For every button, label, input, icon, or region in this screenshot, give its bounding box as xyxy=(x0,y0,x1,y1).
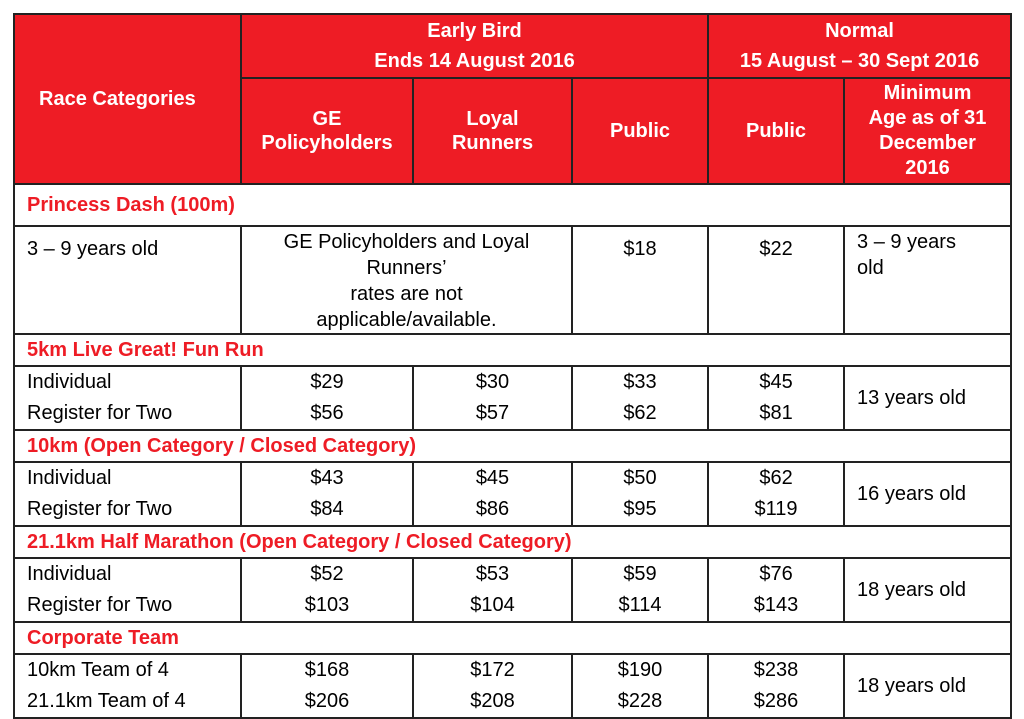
price-value: $168 xyxy=(304,659,350,681)
early-bird-title: Early Bird xyxy=(427,20,522,42)
price-public-normal: $22 xyxy=(708,226,844,334)
loyal-header-line2: Runners xyxy=(451,132,534,154)
price-value: $104 xyxy=(470,594,515,616)
section-title-princess-dash: Princess Dash (100m) xyxy=(14,184,1011,226)
min-age-value: 16 years old xyxy=(844,462,1011,526)
price-ge xyxy=(241,462,413,526)
price-ge xyxy=(241,366,413,430)
race-pricing-table xyxy=(13,13,1012,719)
price-value: $76 xyxy=(759,563,793,585)
price-value: $45 xyxy=(759,371,793,393)
na-line3: rates are not xyxy=(350,283,463,305)
min-age-header-line3: December xyxy=(879,132,976,154)
na-line1: GE Policyholders and Loyal xyxy=(283,231,530,253)
category-label: 3 – 9 years old xyxy=(14,226,241,334)
section-title-row xyxy=(14,622,1011,654)
normal-header xyxy=(708,14,1011,78)
category-labels xyxy=(14,654,241,718)
price-value: $190 xyxy=(617,659,663,681)
public-normal-header: Public xyxy=(708,78,844,184)
price-value: $29 xyxy=(310,371,344,393)
price-public-normal xyxy=(708,462,844,526)
early-bird-header xyxy=(241,14,708,78)
price-value: $62 xyxy=(759,467,793,489)
category-label: Individual xyxy=(27,371,112,393)
price-value: $53 xyxy=(475,563,510,585)
price-value: $57 xyxy=(475,402,510,424)
na-line2: Runners’ xyxy=(366,257,447,279)
price-value: $52 xyxy=(310,563,344,585)
price-value: $33 xyxy=(623,371,657,393)
not-applicable-note xyxy=(241,226,572,334)
section-title-10km: 10km (Open Category / Closed Category) xyxy=(14,430,1011,462)
price-value: $45 xyxy=(475,467,510,489)
category-label: Individual xyxy=(27,467,112,489)
race-categories-header: Race Categories xyxy=(14,14,241,184)
loyal-header-line1: Loyal xyxy=(466,108,519,130)
ge-header-line2: Policyholders xyxy=(261,132,393,154)
price-value: $119 xyxy=(754,498,798,520)
early-bird-dates: Ends 14 August 2016 xyxy=(374,50,575,72)
price-value: $50 xyxy=(623,467,657,489)
price-value: $172 xyxy=(470,659,515,681)
normal-title: Normal xyxy=(825,20,894,42)
price-value: $286 xyxy=(753,690,799,712)
category-labels xyxy=(14,558,241,622)
table-row xyxy=(14,558,1011,622)
min-age-value xyxy=(844,226,1011,334)
section-title-row xyxy=(14,526,1011,558)
price-value: $238 xyxy=(753,659,799,681)
price-value: $95 xyxy=(623,498,657,520)
min-age-header xyxy=(844,78,1011,184)
public-early-header: Public xyxy=(572,78,708,184)
category-label: 10km Team of 4 xyxy=(27,659,169,681)
na-line4: applicable/available. xyxy=(316,309,497,331)
price-loyal xyxy=(413,558,572,622)
section-title-row xyxy=(14,430,1011,462)
price-public-early xyxy=(572,462,708,526)
price-value: $103 xyxy=(304,594,350,616)
price-value: $62 xyxy=(623,402,657,424)
table-row xyxy=(14,226,1011,334)
ge-header-line1: GE xyxy=(312,108,342,130)
min-age-line2: old xyxy=(857,257,884,279)
category-label: Individual xyxy=(27,563,112,585)
price-public-normal xyxy=(708,558,844,622)
price-public-early xyxy=(572,654,708,718)
category-labels xyxy=(14,462,241,526)
section-title-row xyxy=(14,184,1011,226)
price-value: $208 xyxy=(470,690,515,712)
price-value: $228 xyxy=(617,690,663,712)
loyal-runners-header xyxy=(413,78,572,184)
price-ge xyxy=(241,654,413,718)
price-value: $86 xyxy=(475,498,510,520)
normal-dates: 15 August – 30 Sept 2016 xyxy=(739,50,980,72)
price-value: $43 xyxy=(310,467,344,489)
ge-policyholders-header xyxy=(241,78,413,184)
min-age-value: 18 years old xyxy=(844,654,1011,718)
min-age-header-line4: 2016 xyxy=(905,157,950,179)
price-loyal xyxy=(413,462,572,526)
min-age-header-line1: Minimum xyxy=(883,82,972,104)
price-value: $114 xyxy=(618,594,662,616)
price-loyal xyxy=(413,366,572,430)
price-value: $30 xyxy=(475,371,510,393)
category-labels xyxy=(14,366,241,430)
min-age-header-line2: Age as of 31 xyxy=(868,107,987,129)
price-value: $206 xyxy=(304,690,350,712)
section-title-half-marathon: 21.1km Half Marathon (Open Category / Closed Category) xyxy=(14,526,1011,558)
category-label: 21.1km Team of 4 xyxy=(27,690,186,712)
price-public-early xyxy=(572,558,708,622)
price-value: $143 xyxy=(753,594,799,616)
price-value: $56 xyxy=(310,402,344,424)
section-title-5km: 5km Live Great! Fun Run xyxy=(14,334,1011,366)
section-title-corporate-team: Corporate Team xyxy=(14,622,1011,654)
section-title-row xyxy=(14,334,1011,366)
price-value: $81 xyxy=(759,402,793,424)
category-label: Register for Two xyxy=(27,402,173,424)
price-value: $84 xyxy=(310,498,344,520)
price-public-normal xyxy=(708,654,844,718)
category-label: Register for Two xyxy=(27,498,173,520)
price-ge xyxy=(241,558,413,622)
price-public-normal xyxy=(708,366,844,430)
category-label: Register for Two xyxy=(27,594,173,616)
min-age-value: 13 years old xyxy=(844,366,1011,430)
price-loyal xyxy=(413,654,572,718)
table-row xyxy=(14,654,1011,718)
min-age-value: 18 years old xyxy=(844,558,1011,622)
header-row-periods xyxy=(14,14,1011,78)
price-public-early: $18 xyxy=(572,226,708,334)
price-public-early xyxy=(572,366,708,430)
price-value: $59 xyxy=(623,563,657,585)
min-age-line1: 3 – 9 years xyxy=(857,231,956,253)
table-row xyxy=(14,366,1011,430)
table-row xyxy=(14,462,1011,526)
